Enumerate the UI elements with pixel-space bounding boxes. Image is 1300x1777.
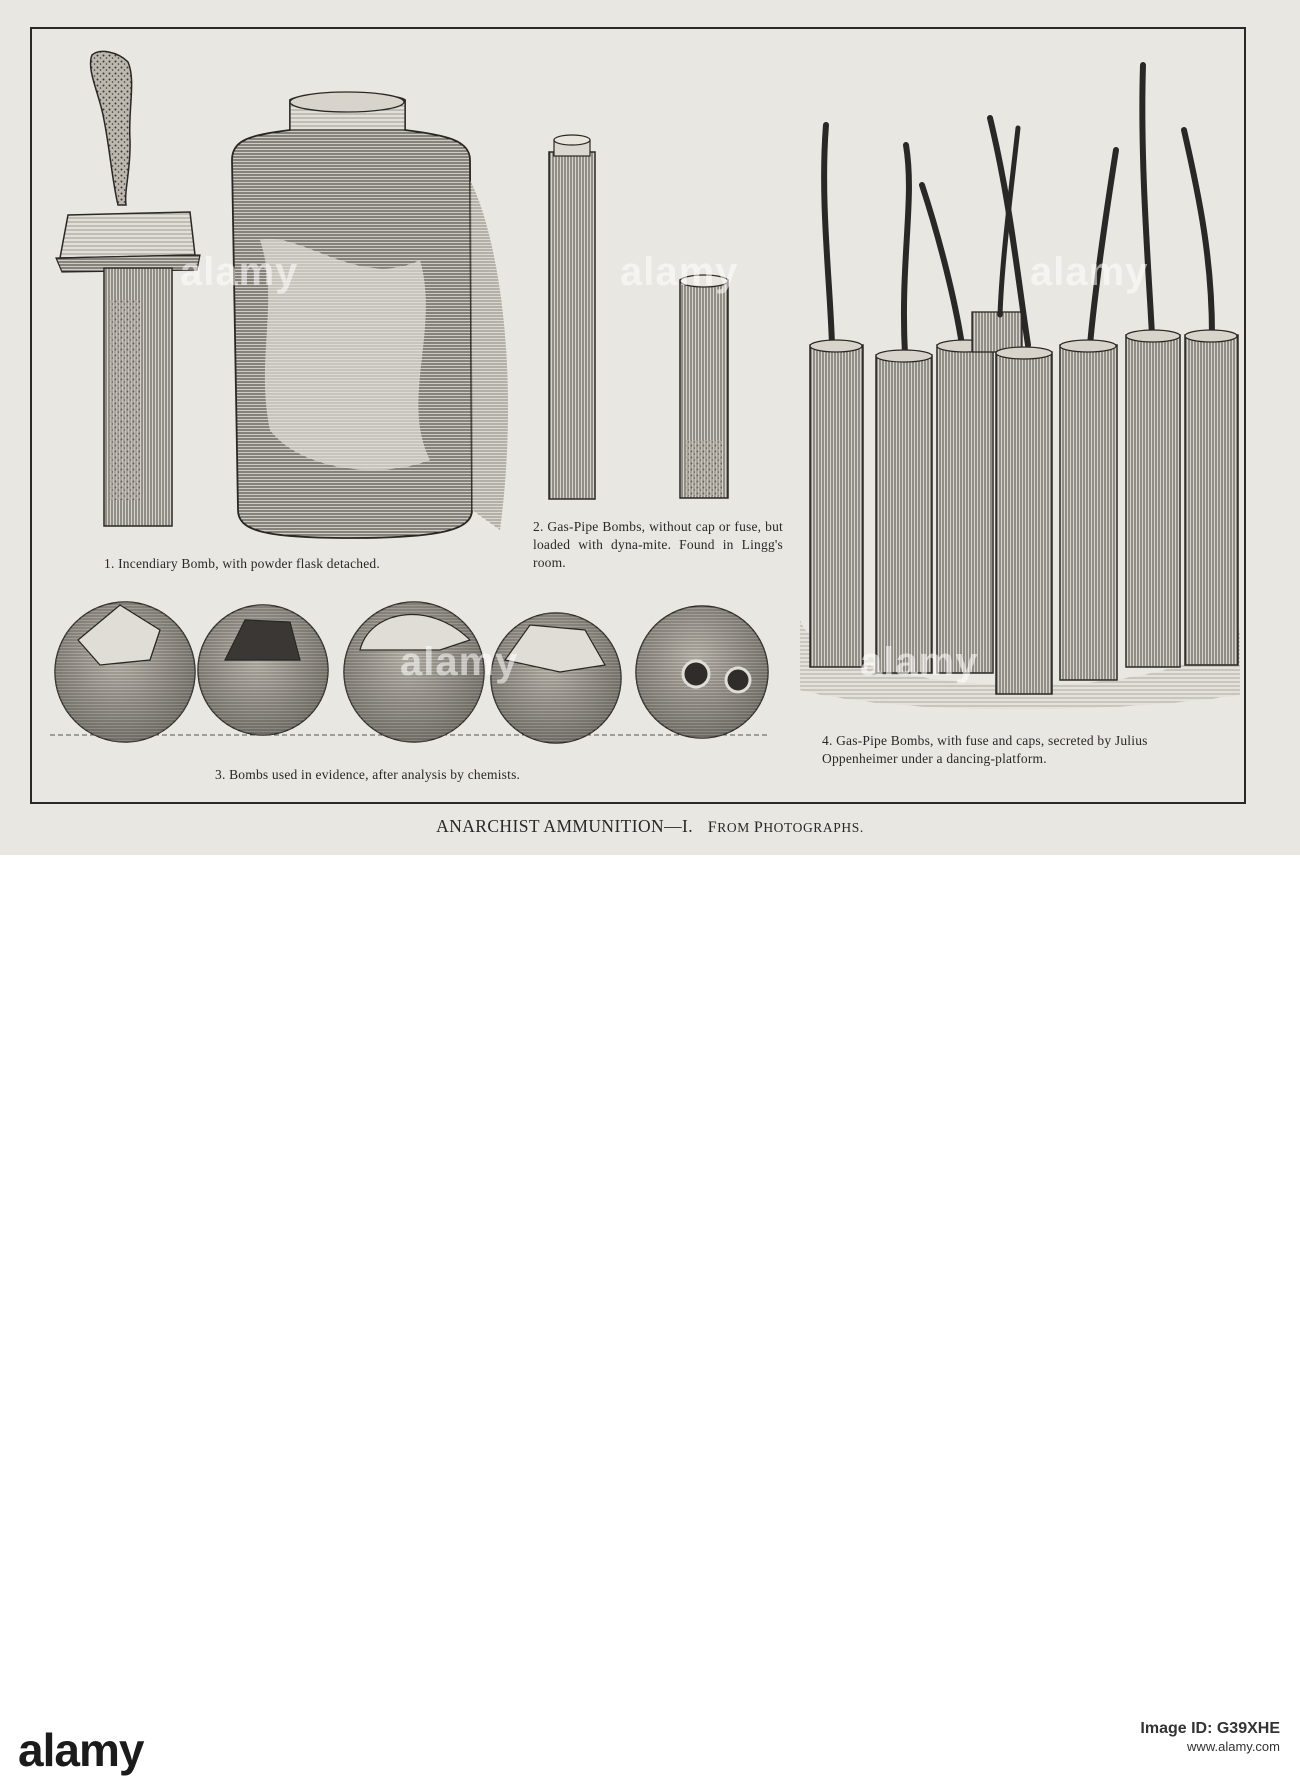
fused-pipe-bombs-figure (800, 65, 1240, 709)
alamy-logo[interactable]: alamy (18, 1724, 144, 1776)
watermark-text: alamy (620, 250, 739, 294)
stock-footer (0, 855, 1300, 1776)
spherical-bombs-figure (50, 602, 770, 743)
subtitle-rest-2: HOTOGRAPHS. (763, 820, 864, 835)
plate-title-subtitle (708, 820, 864, 835)
gas-pipe-bombs-figure (549, 135, 728, 499)
watermark-text: alamy (860, 640, 979, 684)
caption-figure-4: 4. Gas-Pipe Bombs, with fuse and caps, secreted by Julius Oppenheimer under a dancing-platform. (822, 733, 1148, 766)
subtitle-rest-1: ROM (717, 820, 754, 835)
watermark-text: alamy (180, 250, 299, 294)
image-id: Image ID: G39XHE (1140, 1720, 1280, 1737)
subtitle-initial-p: P (753, 819, 764, 836)
plate-title-main: ANARCHIST AMMUNITION—I. (436, 816, 693, 836)
caption-figure-2: 2. Gas-Pipe Bombs, without cap or fuse, but loaded with dyna-mite. Found in Lingg's room. (533, 519, 783, 570)
caption-figure-3: 3. Bombs used in evidence, after analysis by chemists. (215, 767, 521, 782)
engraving-illustration (0, 0, 1300, 855)
subtitle-initial-f: F (707, 819, 718, 836)
caption-figure-1: 1. Incendiary Bomb, with powder flask detached. (104, 556, 380, 571)
image-meta (1140, 1720, 1280, 1756)
engraved-plate (0, 0, 1300, 855)
incendiary-bomb-figure (56, 51, 508, 538)
site-url[interactable]: www.alamy.com (1187, 1739, 1280, 1754)
plate-title (0, 816, 1300, 837)
watermark-text: alamy (400, 640, 519, 684)
watermark-text: alamy (1030, 250, 1149, 294)
